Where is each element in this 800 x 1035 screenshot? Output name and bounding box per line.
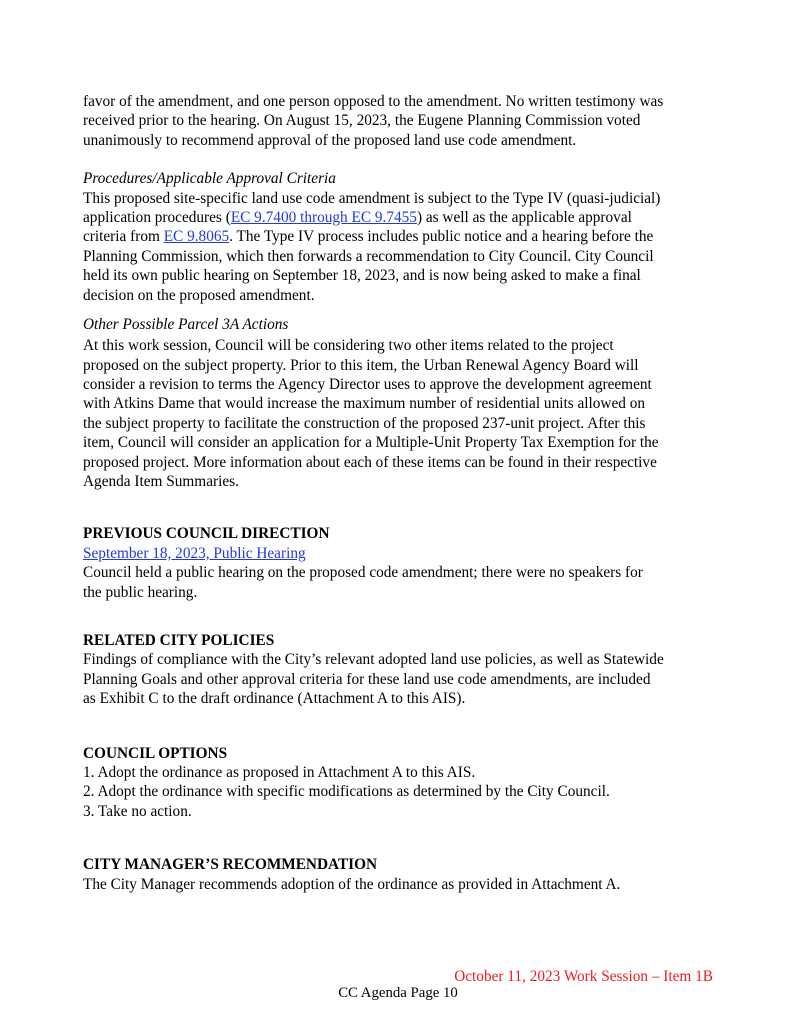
text-segment: 2. Adopt the ordinance with specific modifications as determined by the City Council.	[83, 783, 610, 801]
text-line	[83, 394, 733, 413]
text-segment: proposed on the subject property. Prior to this item, the Urban Renewal Agency Board will	[83, 356, 639, 374]
related-policies-paragraph	[83, 650, 733, 708]
heading-city-managers-recommendation	[83, 855, 733, 874]
text-segment: Agenda Item Summaries.	[83, 473, 239, 491]
text-segment: 3. Take no action.	[83, 802, 192, 820]
text-line	[83, 744, 733, 763]
council-options-list	[83, 763, 733, 821]
text-line	[83, 433, 733, 452]
text-line	[83, 131, 733, 150]
text-segment: PREVIOUS COUNCIL DIRECTION	[83, 525, 330, 543]
public-hearing-link-line	[83, 544, 733, 563]
footer-work-session-label: October 11, 2023 Work Session – Item 1B	[454, 968, 713, 985]
text-line	[83, 111, 733, 130]
text-segment: Other Possible Parcel 3A Actions	[83, 315, 289, 333]
text-segment: CITY MANAGER’S RECOMMENDATION	[83, 856, 378, 874]
text-line	[83, 356, 733, 375]
text-segment: unanimously to recommend approval of the proposed land use code amendment.	[83, 131, 577, 149]
text-segment: criteria from	[83, 228, 164, 246]
text-segment: COUNCIL OPTIONS	[83, 744, 228, 762]
text-segment: Council held a public hearing on the proposed code amendment; there were no speakers for	[83, 564, 643, 582]
text-segment: decision on the proposed amendment.	[83, 286, 315, 304]
heading-procedures-approval-criteria	[83, 169, 733, 188]
previous-direction-paragraph	[83, 563, 733, 602]
text-line	[83, 650, 733, 669]
text-segment: the subject property to facilitate the construction of the proposed 237-unit project. After this	[83, 414, 646, 432]
heading-related-city-policies	[83, 631, 733, 650]
text-segment: 1. Adopt the ordinance as proposed in Attachment A to this AIS.	[83, 763, 476, 781]
text-line	[83, 544, 733, 563]
text-line	[83, 689, 733, 708]
heading-other-possible-parcel-3a-actions	[83, 315, 733, 334]
text-line	[83, 563, 733, 582]
text-line	[83, 855, 733, 874]
text-segment: favor of the amendment, and one person opposed to the amendment. No written testimony was	[83, 93, 664, 110]
text-line	[83, 375, 733, 394]
link-september-18-2023-public-hearing[interactable]: September 18, 2023, Public Hearing	[83, 544, 306, 562]
text-line	[83, 208, 733, 227]
text-segment: proposed project. More information about each of these items can be found in their respective	[83, 453, 657, 471]
text-line	[83, 631, 733, 650]
link-ec-9-8065[interactable]: EC 9.8065	[163, 228, 230, 246]
text-segment: RELATED CITY POLICIES	[83, 631, 275, 649]
text-segment: Planning Goals and other approval criteria for these land use code amendments, are included	[83, 670, 651, 688]
text-line	[83, 453, 733, 472]
text-line	[83, 524, 733, 543]
text-segment: This proposed site-specific land use code amendment is subject to the Type IV (quasi-judicial)	[83, 189, 661, 207]
heading-previous-council-direction	[83, 524, 733, 543]
document-body	[83, 92, 733, 894]
text-line	[83, 315, 733, 334]
footer-page-number: CC Agenda Page 10	[338, 985, 458, 1001]
text-line	[83, 782, 733, 801]
text-segment: held its own public hearing on September 18, 2023, and is now being asked to make a final	[83, 267, 641, 285]
text-line	[83, 189, 733, 208]
text-segment: Planning Commission, which then forwards a recommendation to City Council. City Council	[83, 247, 654, 265]
text-line	[83, 266, 733, 285]
text-segment: The City Manager recommends adoption of the ordinance as provided in Attachment A.	[83, 875, 621, 893]
text-line	[83, 92, 733, 111]
text-segment: application procedures (	[83, 208, 231, 226]
heading-council-options	[83, 744, 733, 763]
text-segment: Procedures/Applicable Approval Criteria	[83, 170, 336, 188]
text-line	[83, 414, 733, 433]
text-segment: consider a revision to terms the Agency Director uses to approve the development agreement	[83, 376, 652, 394]
text-line	[83, 802, 733, 821]
text-segment: with Atkins Dame that would increase the maximum number of residential units allowed on	[83, 395, 646, 413]
text-line	[83, 336, 733, 355]
procedures-paragraph	[83, 189, 733, 305]
text-line	[83, 875, 733, 894]
text-line	[83, 670, 733, 689]
text-segment: received prior to the hearing. On August 15, 2023, the Eugene Planning Commission voted	[83, 112, 641, 130]
text-segment: . The Type IV process includes public notice and a hearing before the	[229, 228, 654, 246]
text-segment: At this work session, Council will be considering two other items related to the project	[83, 337, 614, 355]
text-segment: Findings of compliance with the City’s relevant adopted land use policies, as well as Statewide	[83, 651, 664, 669]
text-line	[83, 583, 733, 602]
text-segment: ) as well as the applicable approval	[416, 208, 632, 226]
other-actions-paragraph	[83, 336, 733, 491]
intro-paragraph	[83, 92, 733, 150]
text-line	[83, 169, 733, 188]
recommendation-paragraph	[83, 875, 733, 894]
text-line	[83, 286, 733, 305]
text-segment: the public hearing.	[83, 583, 198, 601]
text-segment: item, Council will consider an application for a Multiple-Unit Property Tax Exemption for the	[83, 434, 659, 452]
text-line	[83, 247, 733, 266]
text-line	[83, 227, 733, 246]
text-line	[83, 472, 733, 491]
text-line	[83, 763, 733, 782]
link-ec-9-7400-through-9-7455[interactable]: EC 9.7400 through EC 9.7455	[230, 208, 417, 226]
text-segment: as Exhibit C to the draft ordinance (Attachment A to this AIS).	[83, 690, 466, 708]
